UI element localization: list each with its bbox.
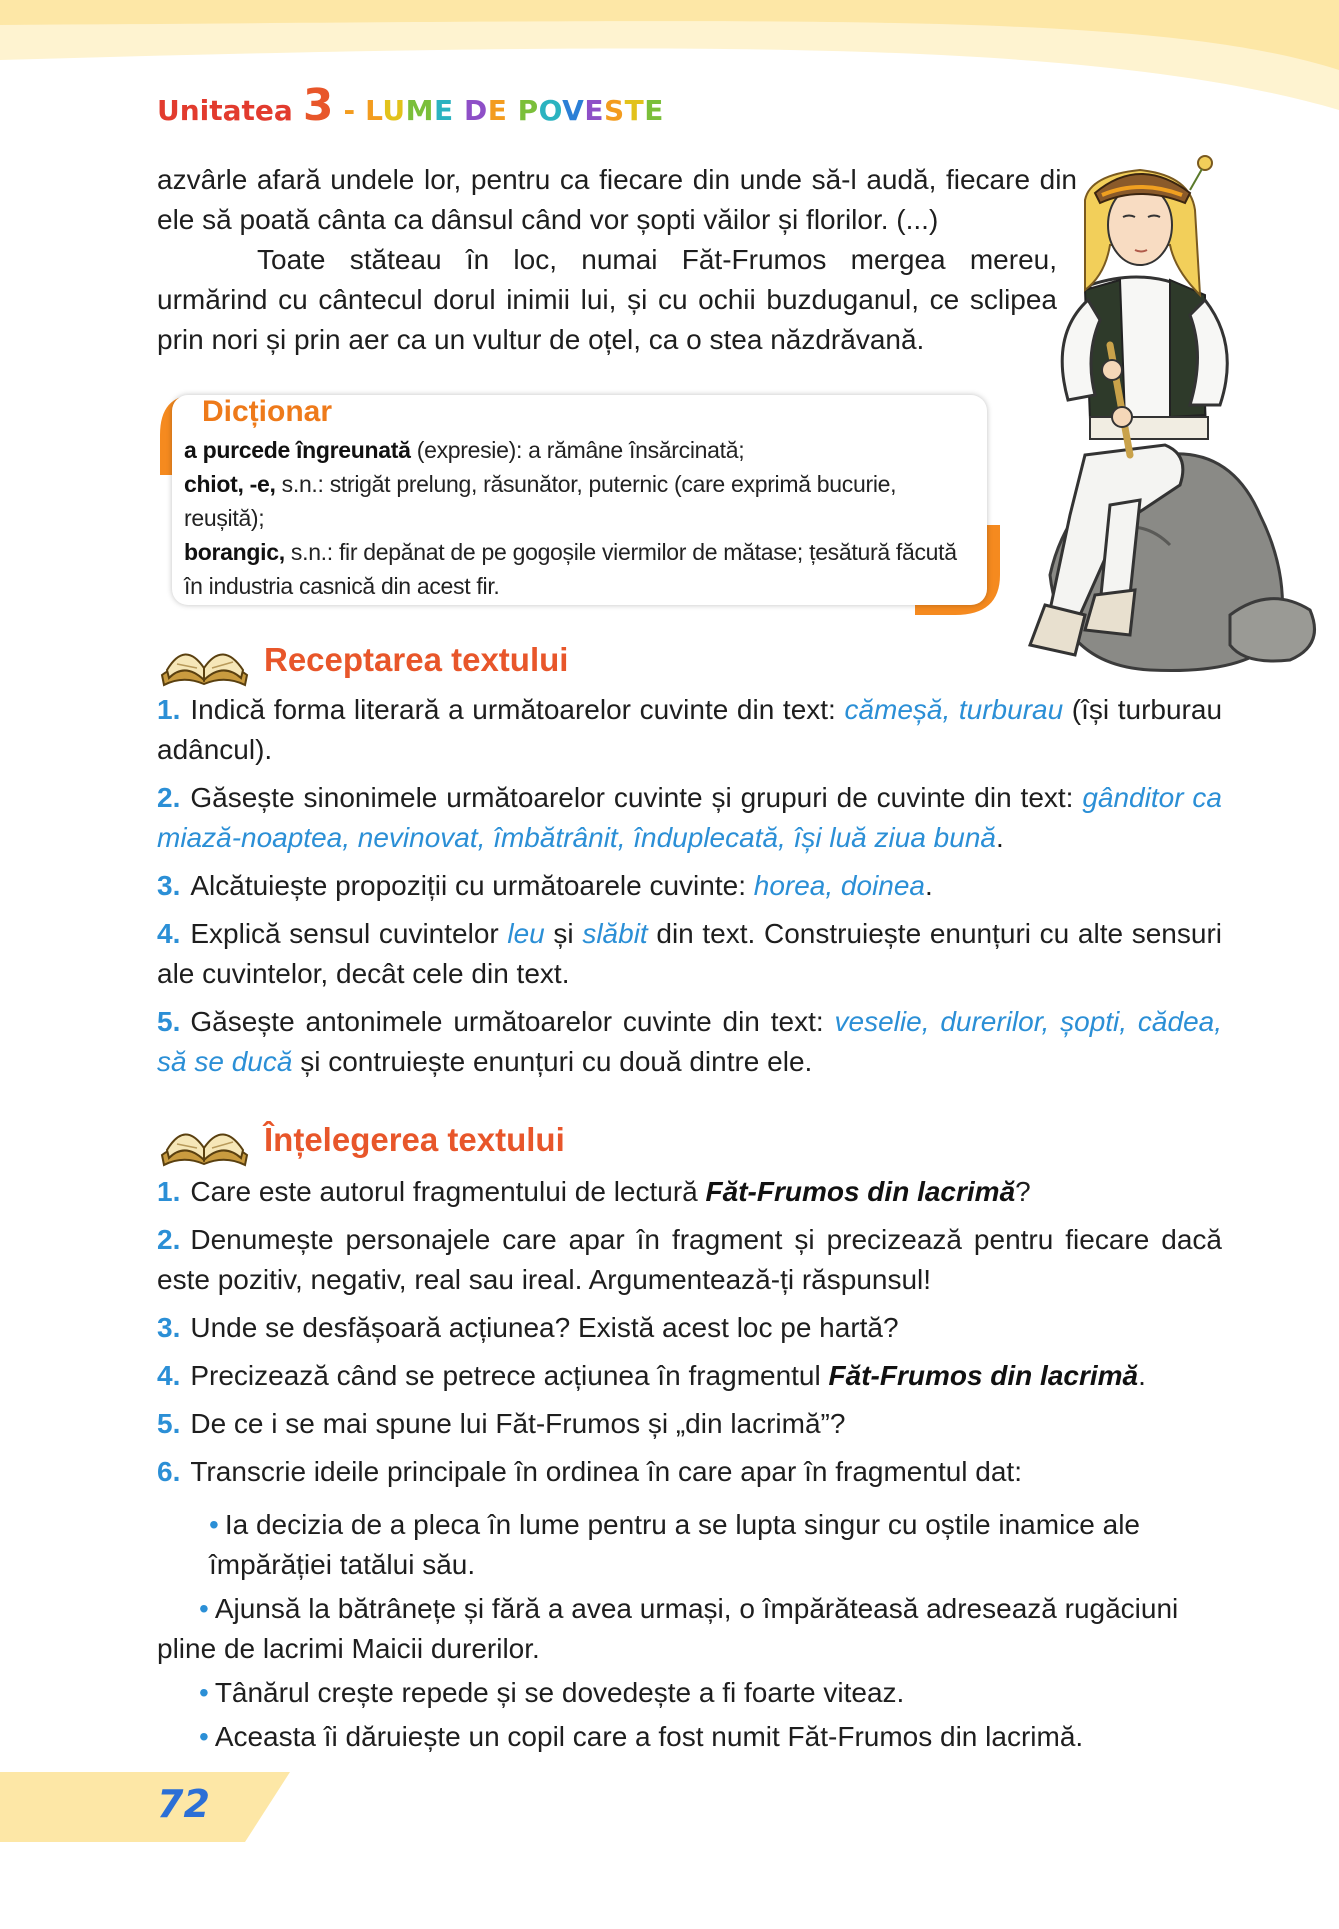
- question-text: Găsește antonimele următoarelor cuvinte din text:: [190, 1006, 835, 1037]
- question-text: Găsește sinonimele următoarelor cuvinte și grupuri de cuvinte din text:: [190, 782, 1083, 813]
- dictionary-definition: (expresie): a rămâne însărcinată;: [410, 437, 745, 463]
- question-number: 3.: [157, 1312, 181, 1343]
- bullet: •: [199, 1677, 209, 1708]
- unit-title-letter: S: [603, 94, 625, 127]
- story-paragraph: azvârle afară undele lor, pentru ca fiecare din unde să-l audă, fiecare din ele să poată cânta ca dânsul când vor șopti văilor și florilor. (...): [157, 164, 1077, 235]
- story-fragment: [157, 160, 1077, 360]
- question-item: [157, 866, 1222, 906]
- unit-title-letter: M: [405, 94, 435, 127]
- question-number: 5.: [157, 1006, 181, 1037]
- dictionary-term: chiot, -e,: [184, 471, 276, 497]
- question-item: [157, 914, 1222, 994]
- question-item: [157, 778, 1222, 858]
- section-receptare-header: [157, 630, 568, 690]
- question-highlight: gânditor ca miază-noaptea, nevinovat, îmbătrânit, înduplecată, își luă ziua bună: [157, 782, 1222, 853]
- unit-title: [365, 94, 664, 127]
- question-text: Denumește personajele care apar în fragment și precizează pentru fiecare dacă este pozitiv, negativ, real sau ireal. Argumentează-ți răspunsul!: [157, 1224, 1222, 1295]
- question-number: 6.: [157, 1456, 181, 1487]
- idea-text: Tânărul crește repede și se dovedește a fi foarte viteaz.: [214, 1677, 905, 1708]
- unit-title-letter: E: [434, 94, 454, 127]
- question-text: Explică sensul cuvintelor: [190, 918, 508, 949]
- question-item: [157, 1002, 1222, 1082]
- question-item: [157, 690, 1222, 770]
- idea-text: Ajunsă la bătrânețe și fără a avea urmași, o împărăteasă adresează rugăciuni pline de lacrimi Maicii durerilor.: [157, 1593, 1179, 1664]
- unit-title-letter: E: [584, 94, 604, 127]
- bullet: •: [209, 1509, 219, 1540]
- question-text: (își turburau adâncul).: [157, 694, 1223, 765]
- dictionary-term: borangic,: [184, 539, 285, 565]
- idea-item: [157, 1717, 1222, 1757]
- unit-title-letter: E: [644, 94, 664, 127]
- idea-item: [157, 1589, 1222, 1669]
- unit-title-letter: L: [365, 94, 383, 127]
- unit-title-letter: V: [562, 94, 585, 127]
- question-text: .: [1138, 1360, 1146, 1391]
- question-text: Alcătuiește propoziții cu următoarele cuvinte:: [190, 870, 754, 901]
- question-text: ?: [1015, 1176, 1031, 1207]
- dictionary-definition: s.n.: strigăt prelung, răsunător, puternic (care exprimă bucurie, reușită);: [184, 471, 897, 531]
- unit-title-letter: D: [463, 94, 488, 127]
- main-ideas-list: [157, 1505, 1222, 1761]
- question-highlight: horea, doinea: [753, 870, 926, 901]
- page-number: 72: [157, 1782, 210, 1826]
- question-number: 3.: [157, 870, 181, 901]
- dictionary-entry: [184, 467, 974, 535]
- footer-banner: [0, 1772, 290, 1842]
- question-item: [157, 1404, 1222, 1444]
- story-title-reference: Făt-Frumos din lacrimă: [705, 1176, 1016, 1207]
- dictionary-definition: s.n.: fir depănat de pe gogoșile viermilor de mătase; țesătură făcută în industria casnică din acest fir.: [184, 539, 957, 599]
- idea-item: [157, 1673, 1222, 1713]
- question-item: [157, 1356, 1222, 1396]
- intelegere-questions: [157, 1172, 1222, 1500]
- question-item: [157, 1452, 1222, 1492]
- dictionary-title: Dicționar: [202, 395, 333, 428]
- dictionary-entry: [184, 535, 974, 603]
- question-item: [157, 1308, 1222, 1348]
- question-text: De ce i se mai spune lui Făt-Frumos și „din lacrimă”?: [190, 1408, 846, 1439]
- question-number: 5.: [157, 1408, 181, 1439]
- dictionary-entries: [184, 433, 974, 603]
- question-highlight: cămeșă, turburau: [844, 694, 1064, 725]
- question-text: .: [925, 870, 933, 901]
- dictionary-term: a purcede îngreunată: [184, 437, 411, 463]
- question-number: 2.: [157, 782, 181, 813]
- question-highlight: veselie, durerilor, șopti, cădea, să se ducă: [157, 1006, 1222, 1077]
- question-number: 4.: [157, 1360, 181, 1391]
- unit-dash: -: [343, 94, 356, 127]
- unit-title-letter: [454, 94, 464, 127]
- bullet: •: [199, 1721, 209, 1752]
- question-number: 1.: [157, 1176, 181, 1207]
- fat-frumos-illustration: [990, 155, 1330, 685]
- unit-title-letter: E: [487, 94, 508, 127]
- unit-title-letter: T: [624, 94, 645, 127]
- unit-title-letter: U: [382, 94, 406, 127]
- question-number: 2.: [157, 1224, 181, 1255]
- open-book-icon: [157, 1110, 252, 1170]
- section-intelegere-header: [157, 1110, 565, 1170]
- question-text: Precizează când se petrece acțiunea în fragmentul: [190, 1360, 829, 1391]
- question-number: 4.: [157, 918, 181, 949]
- open-book-icon: [157, 630, 252, 690]
- question-text: și: [544, 918, 583, 949]
- unit-title-letter: [507, 94, 517, 127]
- unit-header: [157, 80, 664, 130]
- dictionary-entry: [184, 433, 974, 467]
- story-title-reference: Făt-Frumos din lacrimă: [828, 1360, 1139, 1391]
- section-receptare-title: Receptarea textului: [264, 641, 569, 678]
- unit-title-letter: P: [517, 94, 539, 127]
- idea-text: Aceasta îi dăruiește un copil care a fost numit Făt-Frumos din lacrimă.: [214, 1721, 1084, 1752]
- question-text: Indică forma literară a următoarelor cuvinte din text:: [190, 694, 845, 725]
- question-highlight: leu: [507, 918, 545, 949]
- question-text: Unde se desfășoară acțiunea? Există acest loc pe hartă?: [190, 1312, 899, 1343]
- question-item: [157, 1220, 1222, 1300]
- question-highlight: slăbit: [582, 918, 648, 949]
- idea-text: Ia decizia de a pleca în lume pentru a se lupta singur cu oștile inamice ale împărăției tatălui său.: [209, 1509, 1141, 1580]
- unit-title-letter: O: [538, 94, 563, 127]
- question-item: [157, 1172, 1222, 1212]
- bullet: •: [199, 1593, 209, 1624]
- question-text: .: [995, 822, 1004, 853]
- question-text: din text. Construiește enunțuri cu alte sensuri ale cuvintelor, decât cele din text.: [157, 918, 1222, 989]
- idea-item: [157, 1505, 1222, 1585]
- question-text: Transcrie ideile principale în ordinea în care apar în fragmentul dat:: [190, 1456, 1022, 1487]
- unit-number: 3: [302, 80, 334, 131]
- question-number: 1.: [157, 694, 181, 725]
- section-intelegere-title: Înțelegerea textului: [264, 1121, 565, 1158]
- question-text: și contruiește enunțuri cu două dintre ele.: [292, 1046, 813, 1077]
- question-text: Care este autorul fragmentului de lectură: [190, 1176, 706, 1207]
- unit-word: Unitatea: [157, 94, 293, 127]
- story-paragraph: Toate stăteau în loc, numai Făt-Frumos mergea mereu, urmărind cu cântecul dorul inimii lui, și cu ochii buzduganul, ce sclipea prin nori și prin aer ca un vultur de oțel, ca o stea năzdrăvană.: [157, 244, 1057, 355]
- receptare-questions: [157, 690, 1222, 1090]
